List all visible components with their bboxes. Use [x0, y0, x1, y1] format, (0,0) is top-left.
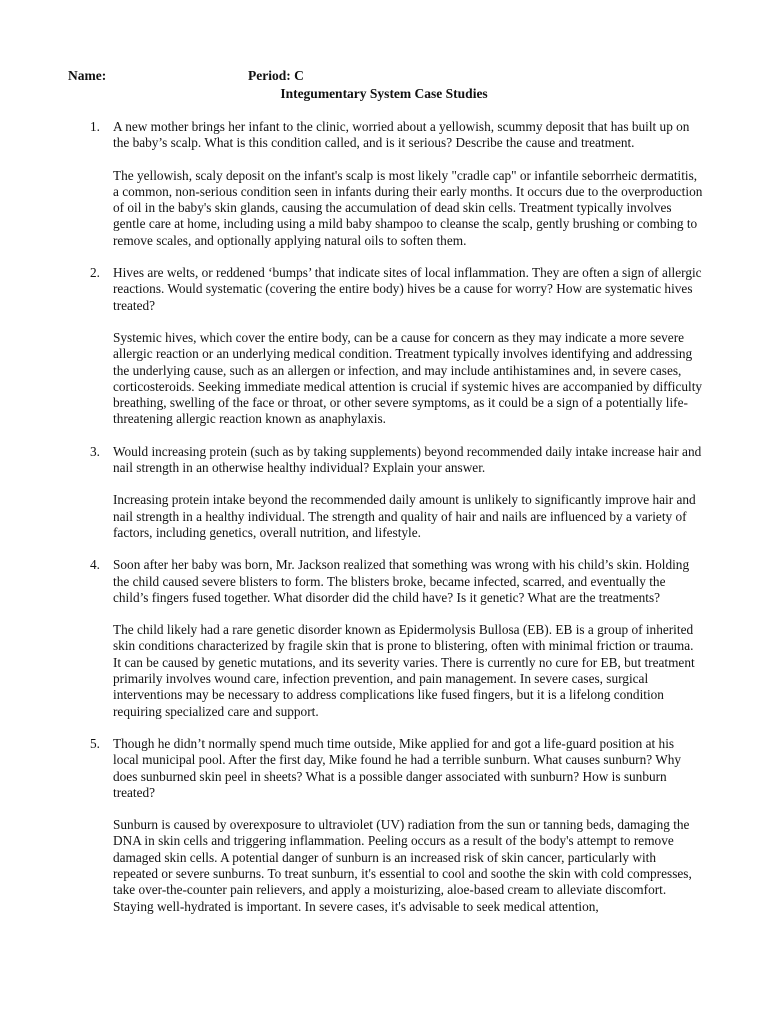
question-number: 1. [90, 119, 100, 134]
document-title [0, 86, 768, 102]
question-number: 3. [90, 443, 100, 459]
question-prompt: Would increasing protein (such as by taking supplements) beyond recommended daily intake increase hair and nail strength in an otherwise healthy individual? Explain your answer. [113, 443, 702, 476]
question-answer: The yellowish, scaly deposit on the infant's scalp is most likely "cradle cap" or infantile seborrheic dermatitis, a common, non-serious condition seen in infants during their early months. It occurs due to the overproduction of oil in the baby's skin glands, causing the accumulation of dead skin cells. Treatment typically involves gentle care at home, including using a mild baby shampoo to cleanse the scalp, gently brushing or combing to remove scales, and optionally applying natural oils to soften them. [113, 167, 703, 248]
questions-list [0, 119, 768, 931]
question-answer: Systemic hives, which cover the entire body, can be a cause for concern as they may indicate a more severe allergic reaction or an underlying medical condition. Treatment typically involves identifying and addressing the underlying cause, such as an allergen or infection, and may include antihistamines and, in severe cases, corticosteroids. Seeking immediate medical attention is crucial if systemic hives are accompanied by difficulty breathing, swelling of the face or throat, or other severe symptoms, as it could be a sign of a potentially life-threatening allergic reaction known as anaphylaxis. [113, 329, 703, 427]
question-number: 2. [90, 265, 100, 281]
question-3 [0, 444, 768, 541]
question-2 [0, 265, 768, 428]
question-prompt: Soon after her baby was born, Mr. Jackson realized that something was wrong with his child’s skin. Holding the child caused severe blisters to form. The blisters broke, became infected, scarred, and eventually the child’s fingers fused together. What disorder did the child have? Is it genetic? What are the treatments? [113, 557, 690, 605]
question-4 [0, 557, 768, 720]
name-label: Name: [68, 68, 107, 83]
question-answer: The child likely had a rare genetic disorder known as Epidermolysis Bullosa (EB). EB is a group of inherited skin conditions characterized by fragile skin that is prone to blistering, often with minimal friction or trauma. It can be caused by genetic mutations, and its severity varies. There is currently no cure for EB, but treatment primarily involves wound care, infection prevention, and pain management. In severe cases, surgical interventions may be necessary to address complications like fused fingers, but it is a lifelong condition requiring specialized care and support. [113, 622, 695, 719]
question-5 [0, 736, 768, 915]
question-answer: Increasing protein intake beyond the recommended daily amount is unlikely to significantly improve hair and nail strength in a healthy individual. The strength and quality of hair and nails are influenced by a variety of factors, including genetics, overall nutrition, and lifestyle. [113, 492, 696, 540]
period-label: Period: C [248, 68, 304, 83]
question-prompt: A new mother brings her infant to the clinic, worried about a yellowish, scummy deposit that has built up on the baby’s scalp. What is this condition called, and is it serious? Describe the cause and treatment. [113, 119, 690, 151]
document-title-text: Integumentary System Case Studies [280, 86, 488, 101]
question-number: 5. [90, 735, 100, 751]
question-1 [0, 119, 768, 249]
question-answer: Sunburn is caused by overexposure to ultraviolet (UV) radiation from the sun or tanning beds, damaging the DNA in skin cells and triggering inflammation. Peeling occurs as a result of the body's attempt to remove damaged skin cells. A potential danger of sunburn is an increased risk of skin cancer, particularly with repeated or severe sunburns. To treat sunburn, it's essential to cool and soothe the skin with cold compresses, take over-the-counter pain relievers, and apply a moisturizing, aloe-based cream to alleviate discomfort. Staying well-hydrated is important. In severe cases, it's advisable to seek medical attention, [113, 817, 692, 914]
question-prompt: Though he didn’t normally spend much time outside, Mike applied for and got a life-guard position at his local municipal pool. After the first day, Mike found he had a terrible sunburn. What causes sunburn? Why does sunburned skin peel in sheets? What is a possible danger associated with sunburn? How is sunburn treated? [113, 735, 682, 800]
question-prompt: Hives are welts, or reddened ‘bumps’ that indicate sites of local inflammation. They are often a sign of allergic reactions. Would systematic (covering the entire body) hives be a cause for worry? How are systematic hives treated? [113, 265, 702, 313]
question-number: 4. [90, 557, 100, 573]
